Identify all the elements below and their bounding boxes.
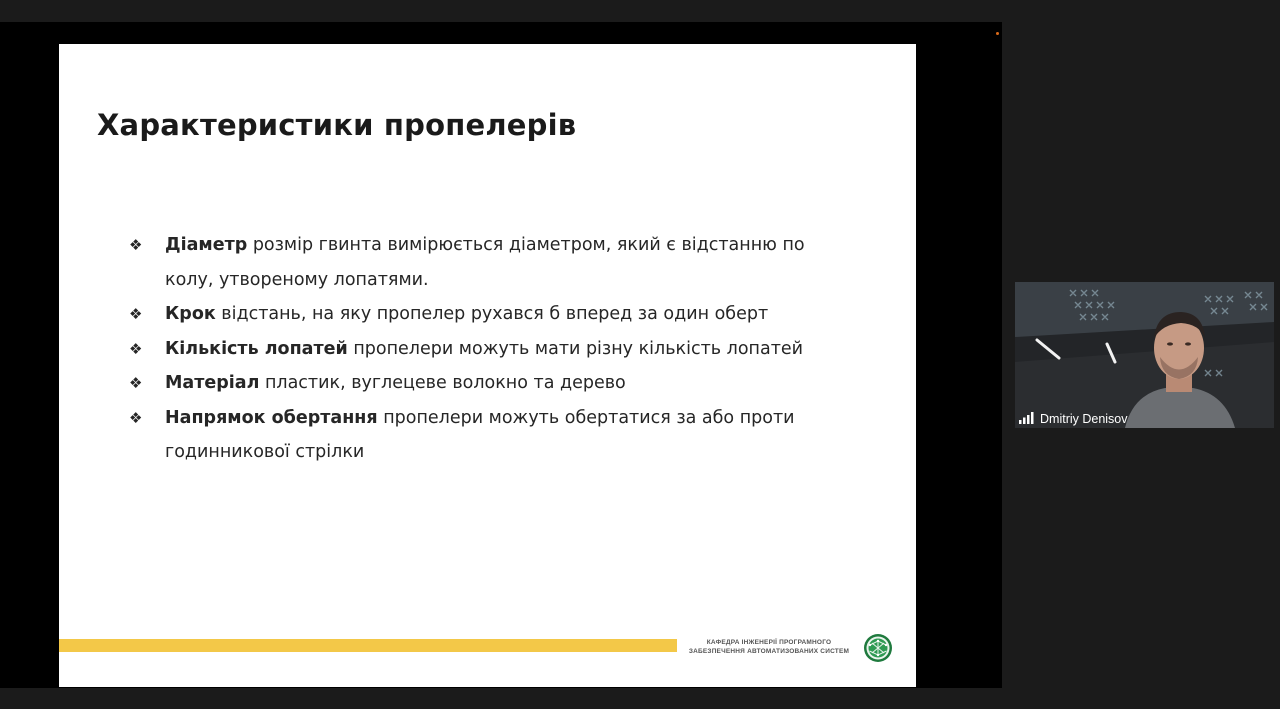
department-name: [681, 638, 857, 656]
bullet-item: [129, 297, 849, 332]
presentation-slide: [59, 44, 916, 687]
bullet-term: Діаметр: [165, 235, 248, 255]
recording-indicator-icon: [996, 32, 999, 35]
bullet-list: [129, 228, 849, 470]
department-line-2: ЗАБЕЗПЕЧЕННЯ АВТОМАТИЗОВАНИХ СИСТЕМ: [688, 648, 850, 655]
bullet-term: Крок: [165, 304, 216, 324]
diamond-bullet-icon: ❖: [129, 339, 143, 358]
slide-title: Характеристики пропелерів: [97, 108, 577, 142]
bullet-text: пропелери можуть обертатися за або проти годинникової стрілки: [165, 407, 795, 462]
bullet-term: Матеріал: [165, 373, 260, 393]
footer-accent-bar: [59, 639, 677, 652]
diamond-bullet-icon: ❖: [129, 374, 143, 392]
bullet-text: відстань, на яку пропелер рухався б вперед за один оберт: [215, 304, 769, 324]
bullet-text: розмір гвинта вимірюється діаметром, який є відстанню по колу, утвореному лопатями.: [165, 235, 805, 290]
diamond-bullet-icon: ❖: [129, 305, 143, 323]
department-line-1: КАФЕДРА ІНЖЕНЕРІЇ ПРОГРАМНОГО: [706, 639, 832, 646]
webcam-feed: [1015, 282, 1274, 428]
participant-name: Dmitriy Denisov: [1040, 412, 1128, 426]
bullet-item: [129, 228, 849, 297]
bullet-text: пропелери можуть мати різну кількість лопатей: [347, 338, 804, 359]
bullet-text: пластик, вуглецеве волокно та дерево: [259, 373, 626, 393]
bullet-item: [129, 366, 849, 401]
diamond-bullet-icon: ❖: [129, 408, 143, 427]
bullet-item: [129, 332, 849, 367]
signal-bars-icon: [1019, 412, 1035, 424]
diamond-bullet-icon: ❖: [129, 236, 143, 254]
bullet-term: Кількість лопатей: [165, 338, 348, 359]
bullet-term: Напрямок обертання: [165, 407, 378, 428]
department-logo-icon: [863, 633, 893, 663]
participant-video-tile[interactable]: [1015, 282, 1274, 428]
bullet-item: [129, 401, 849, 470]
